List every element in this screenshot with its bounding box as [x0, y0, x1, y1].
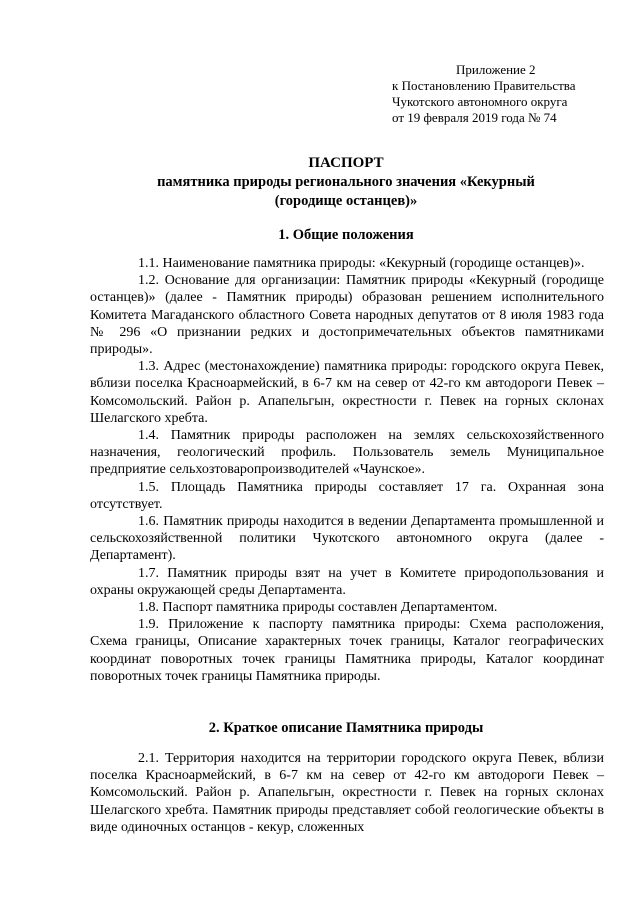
- appendix-line-resolution: к Постановлению Правительства: [392, 78, 576, 93]
- document-title-main: ПАСПОРТ: [308, 155, 384, 171]
- paragraph-2-1: 2.1. Территория находится на территории городского округа Певек, вблизи поселка Красноармейский, в 6-7 км на север от 42-го км автодороги Певек – Комсомольский. Район р. Апапельгын, окрестности г. Певек на горных склонах Шелагского хребта. Памятник природы представляет собой геологические объекты в виде одиночных останцов - кекур, сложенных: [90, 751, 604, 835]
- section-2-heading: 2. Краткое описание Памятника природы: [208, 720, 484, 736]
- section-1-heading: 1. Общие положения: [278, 227, 414, 243]
- paragraph-1-6: 1.6. Памятник природы находится в ведении Департамента промышленной и сельскохозяйственной политики Чукотского автономного округа (далее - Департамент).: [90, 514, 604, 564]
- paragraph-1-9: 1.9. Приложение к паспорту памятника природы: Схема расположения, Схема границы, Описание характерных точек границы, Каталог географических координат поворотных точек границы Памятника природы, Каталог координат поворотных точек границы Памятника природы.: [90, 617, 604, 684]
- appendix-line-date: от 19 февраля 2019 года № 74: [392, 110, 557, 125]
- section-1-body: [90, 255, 604, 685]
- document-title-line-1: памятника природы регионального значения «Кекурный: [157, 174, 535, 190]
- document-title-line-2: (городище останцев)»: [274, 193, 418, 209]
- document-title: [90, 154, 602, 211]
- paragraph-1-5: 1.5. Площадь Памятника природы составляет 17 га. Охранная зона отсутствует.: [90, 479, 604, 512]
- paragraph-1-1: 1.1. Наименование памятника природы: «Кекурный (городище останцев)».: [138, 256, 585, 271]
- paragraph-1-3: 1.3. Адрес (местонахождение) памятника природы: городского округа Певек, вблизи поселка Красноармейский, в 6-7 км на север от 42-го км автодороги Певек – Комсомольский. Район р. Апапельгын, окрестности г. Певек на горных склонах Шелагского хребта.: [90, 359, 604, 426]
- paragraph-1-2: 1.2. Основание для организации: Памятник природы «Кекурный (городище останцев)» (далее - Памятник природы) образован решением исполнительного Комитета Магаданского областного Совета народных депутатов от 8 июля 1983 года № 296 «О признании редких и достопримечательных объектов памятниками природы».: [90, 273, 604, 358]
- paragraph-1-4: 1.4. Памятник природы расположен на землях сельскохозяйственного назначения, геологический профиль. Пользователь земель Муниципальное предприятие сельхозтоваропроизводителей «Чаунское».: [90, 428, 604, 478]
- appendix-title: Приложение 2: [456, 62, 536, 77]
- paragraph-1-7: 1.7. Памятник природы взят на учет в Комитете природопользования и охраны окружающей среды Департамента.: [90, 565, 604, 598]
- appendix-header: [392, 62, 612, 126]
- paragraph-1-8: 1.8. Паспорт памятника природы составлен Департаментом.: [138, 600, 498, 616]
- appendix-line-okrug: Чукотского автономного округа: [392, 94, 568, 109]
- section-2-body: [90, 750, 604, 836]
